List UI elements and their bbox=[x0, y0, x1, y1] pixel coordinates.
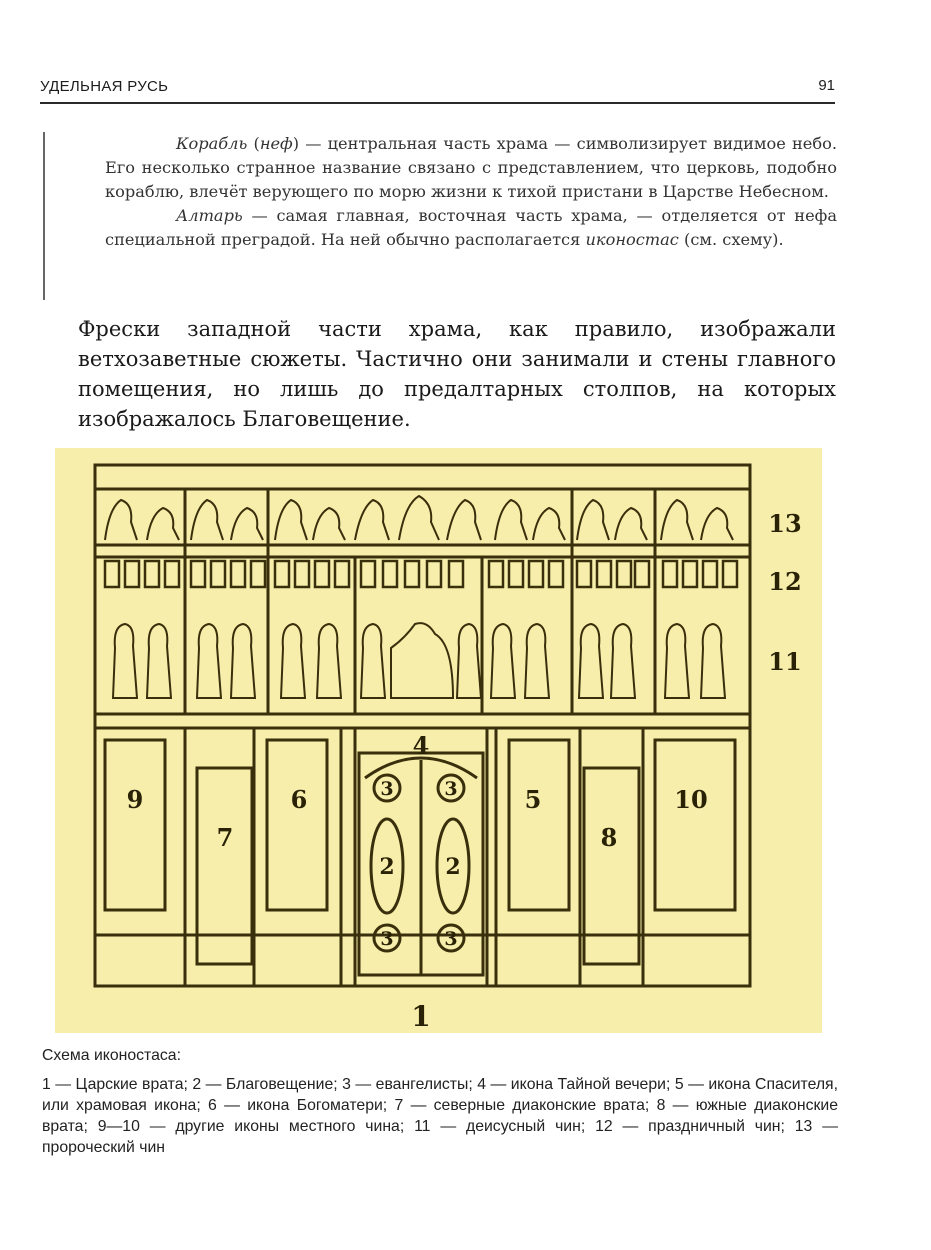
label-2-a: 2 bbox=[379, 854, 395, 880]
sidebar-paragraph-1-text: — центральная часть храма — символизирует видимое небо. Его несколько странное название связано с представлением, что церковь, подобно кораблю, влечёт верующего по морю жизни к тихой пристани в Царстве Небесном. bbox=[105, 134, 837, 201]
label-6: 6 bbox=[290, 785, 308, 814]
page-header bbox=[40, 72, 835, 104]
label-5: 5 bbox=[524, 785, 542, 814]
label-2-b: 2 bbox=[445, 854, 461, 880]
figure-caption bbox=[42, 1046, 838, 1158]
term-altar: Алтарь bbox=[176, 206, 243, 225]
label-1: 1 bbox=[411, 1000, 431, 1033]
label-3-d: 3 bbox=[444, 928, 458, 950]
label-4: 4 bbox=[412, 731, 430, 760]
section-title: УДЕЛЬНАЯ РУСЬ bbox=[40, 78, 169, 95]
sidebar-paragraph-2 bbox=[73, 204, 837, 252]
term-korabl: Корабль bbox=[176, 134, 248, 153]
label-12: 12 bbox=[768, 567, 802, 596]
label-7: 7 bbox=[216, 823, 234, 852]
sidebar-paragraph-2-text-b: (см. схему). bbox=[678, 230, 784, 249]
caption-title: Схема иконостаса: bbox=[42, 1047, 181, 1064]
label-3-b: 3 bbox=[444, 778, 458, 800]
label-9: 9 bbox=[126, 785, 144, 814]
caption-body: 1 — Царские врата; 2 — Благовещение; 3 — евангелисты; 4 — икона Тайной вечери; 5 — икона Спасителя, или храмовая икона; 6 — икона Богоматери; 7 — северные диаконские врата; 8 — южные диаконские врата; 9—10 — другие иконы местного чина; 11 — деисусный чин; 12 — праздничный чин; 13 — пророческий чин bbox=[42, 1076, 838, 1156]
main-paragraph: Фрески западной части храма, как правило, изображали ветхозаветные сюжеты. Частично они занимали и стены главного помещения, но лишь до предалтарных столпов, на которых изображалось Благовещение. bbox=[78, 317, 836, 431]
label-8: 8 bbox=[600, 823, 618, 852]
sidebar-note bbox=[43, 132, 837, 300]
label-11: 11 bbox=[768, 647, 802, 676]
iconostasis-svg bbox=[55, 448, 822, 1033]
term-ikonostas: иконостас bbox=[585, 230, 679, 249]
label-3-a: 3 bbox=[380, 778, 394, 800]
label-3-c: 3 bbox=[380, 928, 394, 950]
term-nef: неф bbox=[259, 134, 293, 153]
label-13: 13 bbox=[768, 509, 802, 538]
iconostasis-diagram bbox=[55, 448, 822, 1033]
sidebar-paragraph-2-text-a: — самая главная, восточная часть храма, — отделяется от нефа специальной преградой. На ней обычно располагается bbox=[105, 206, 837, 249]
page-number: 91 bbox=[818, 77, 835, 94]
label-10: 10 bbox=[674, 785, 708, 814]
sidebar-paragraph-1: Корабль (неф) — центральная часть храма — символизирует видимое небо. Его несколько странное название связано с представлением, что церковь, подобно кораблю, влечёт верующего по морю жизни к тихой пристани в Царстве Небесном. bbox=[105, 134, 837, 201]
